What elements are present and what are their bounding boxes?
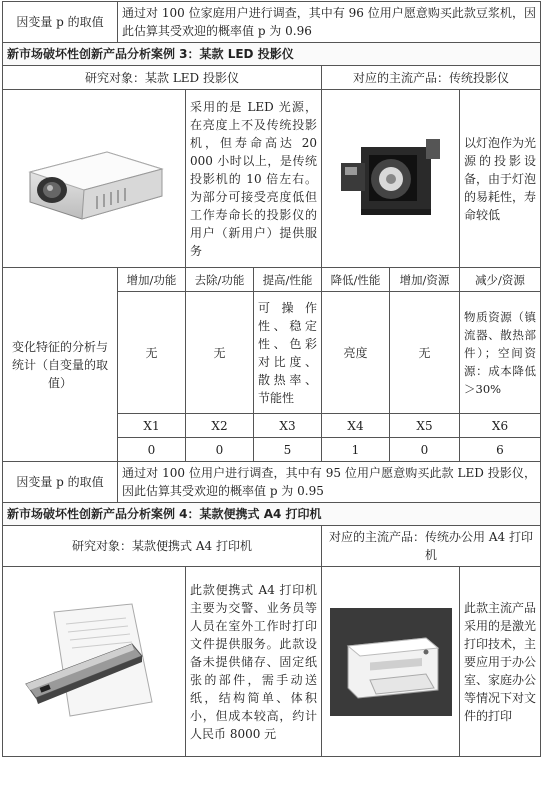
header-remove-function: 去除/功能 bbox=[186, 268, 254, 292]
portable-printer-image-cell bbox=[3, 567, 186, 757]
value-x5: 0 bbox=[390, 438, 460, 462]
led-projector-image-cell bbox=[3, 90, 186, 268]
projector-lamp-image bbox=[331, 129, 451, 229]
case3-title: 新市场破坏性创新产品分析案例 3：某款 LED 投影仪 bbox=[3, 43, 541, 66]
analysis-row-label-text: 变化特征的分析与统计（自变量的取值） bbox=[12, 339, 109, 390]
case4-mainstream: 对应的主流产品：传统办公用 A4 打印机 bbox=[322, 526, 541, 567]
content-remove-function: 无 bbox=[186, 292, 254, 414]
p-text-2: 通过对 100 位用户进行调查，其中有 95 位用户愿意购买此款 LED 投影仪，因此估算其受欢迎的概率值 p 为 0.95 bbox=[118, 462, 541, 503]
value-x6: 6 bbox=[460, 438, 541, 462]
case3-subject: 研究对象：某款 LED 投影仪 bbox=[3, 66, 322, 90]
case4-subject-desc: 此款便携式 A4 打印机主要为交警、业务员等人员在室外工作时打印文件提供服务。此款设备未提供储存、固定纸张的部件，需手动送纸，结构简单、体积小，但成本较高，约计人民币 8000 元 bbox=[186, 567, 322, 757]
p-label-2: 因变量 p 的取值 bbox=[3, 462, 118, 503]
var-x6: X6 bbox=[460, 414, 541, 438]
content-improve-performance: 可操作性、稳定性、色彩对比度、散热率、节能性 bbox=[254, 292, 322, 414]
content-add-resource: 无 bbox=[390, 292, 460, 414]
value-x1: 0 bbox=[118, 438, 186, 462]
header-improve-performance: 提高/性能 bbox=[254, 268, 322, 292]
var-x3: X3 bbox=[254, 414, 322, 438]
value-x2: 0 bbox=[186, 438, 254, 462]
case3-mainstream: 对应的主流产品：传统投影仪 bbox=[322, 66, 541, 90]
case4-subject: 研究对象：某款便携式 A4 打印机 bbox=[3, 526, 322, 567]
laser-printer-image bbox=[330, 608, 452, 716]
var-x1: X1 bbox=[118, 414, 186, 438]
content-reduce-performance: 亮度 bbox=[322, 292, 390, 414]
header-reduce-resource: 减少/资源 bbox=[460, 268, 541, 292]
case4-title: 新市场破坏性创新产品分析案例 4：某款便携式 A4 打印机 bbox=[3, 503, 541, 526]
value-x4: 1 bbox=[322, 438, 390, 462]
var-x4: X4 bbox=[322, 414, 390, 438]
header-reduce-performance: 降低/性能 bbox=[322, 268, 390, 292]
value-x3: 5 bbox=[254, 438, 322, 462]
case4-mainstream-desc: 此款主流产品采用的是激光打印技术，主要应用于办公室、家庭办公等情况下对文件的打印 bbox=[460, 567, 541, 757]
var-x5: X5 bbox=[390, 414, 460, 438]
analysis-table bbox=[2, 1, 541, 757]
p-text-1: 通过对 100 位家庭用户进行调查，其中有 96 位用户愿意购买此款豆浆机，因此估算其受欢迎的概率值 p 为 0.96 bbox=[118, 2, 541, 43]
header-add-resource: 增加/资源 bbox=[390, 268, 460, 292]
case3-mainstream-desc: 以灯泡作为光源的投影设备，由于灯泡的易耗性，寿命较低 bbox=[460, 90, 541, 268]
case3-subject-desc: 采用的是 LED 光源，在亮度上不及传统投影机，但寿命高达 20 000 小时以上，是传统投影机的 10 倍左右。为部分可接受亮度低但工作寿命长的投影仪的用户（新用户）提供服务 bbox=[186, 90, 322, 268]
header-add-function: 增加/功能 bbox=[118, 268, 186, 292]
p-label-1: 因变量 p 的取值 bbox=[3, 2, 118, 43]
analysis-row-label bbox=[3, 268, 118, 462]
var-x2: X2 bbox=[186, 414, 254, 438]
content-add-function: 无 bbox=[118, 292, 186, 414]
content-reduce-resource: 物质资源（镇流器、散热部件）；空间资源：成本降低＞30% bbox=[460, 292, 541, 414]
portable-printer-image bbox=[14, 592, 174, 732]
led-projector-image bbox=[12, 124, 177, 234]
laser-printer-image-cell bbox=[322, 567, 460, 757]
lamp-image-cell bbox=[322, 90, 460, 268]
